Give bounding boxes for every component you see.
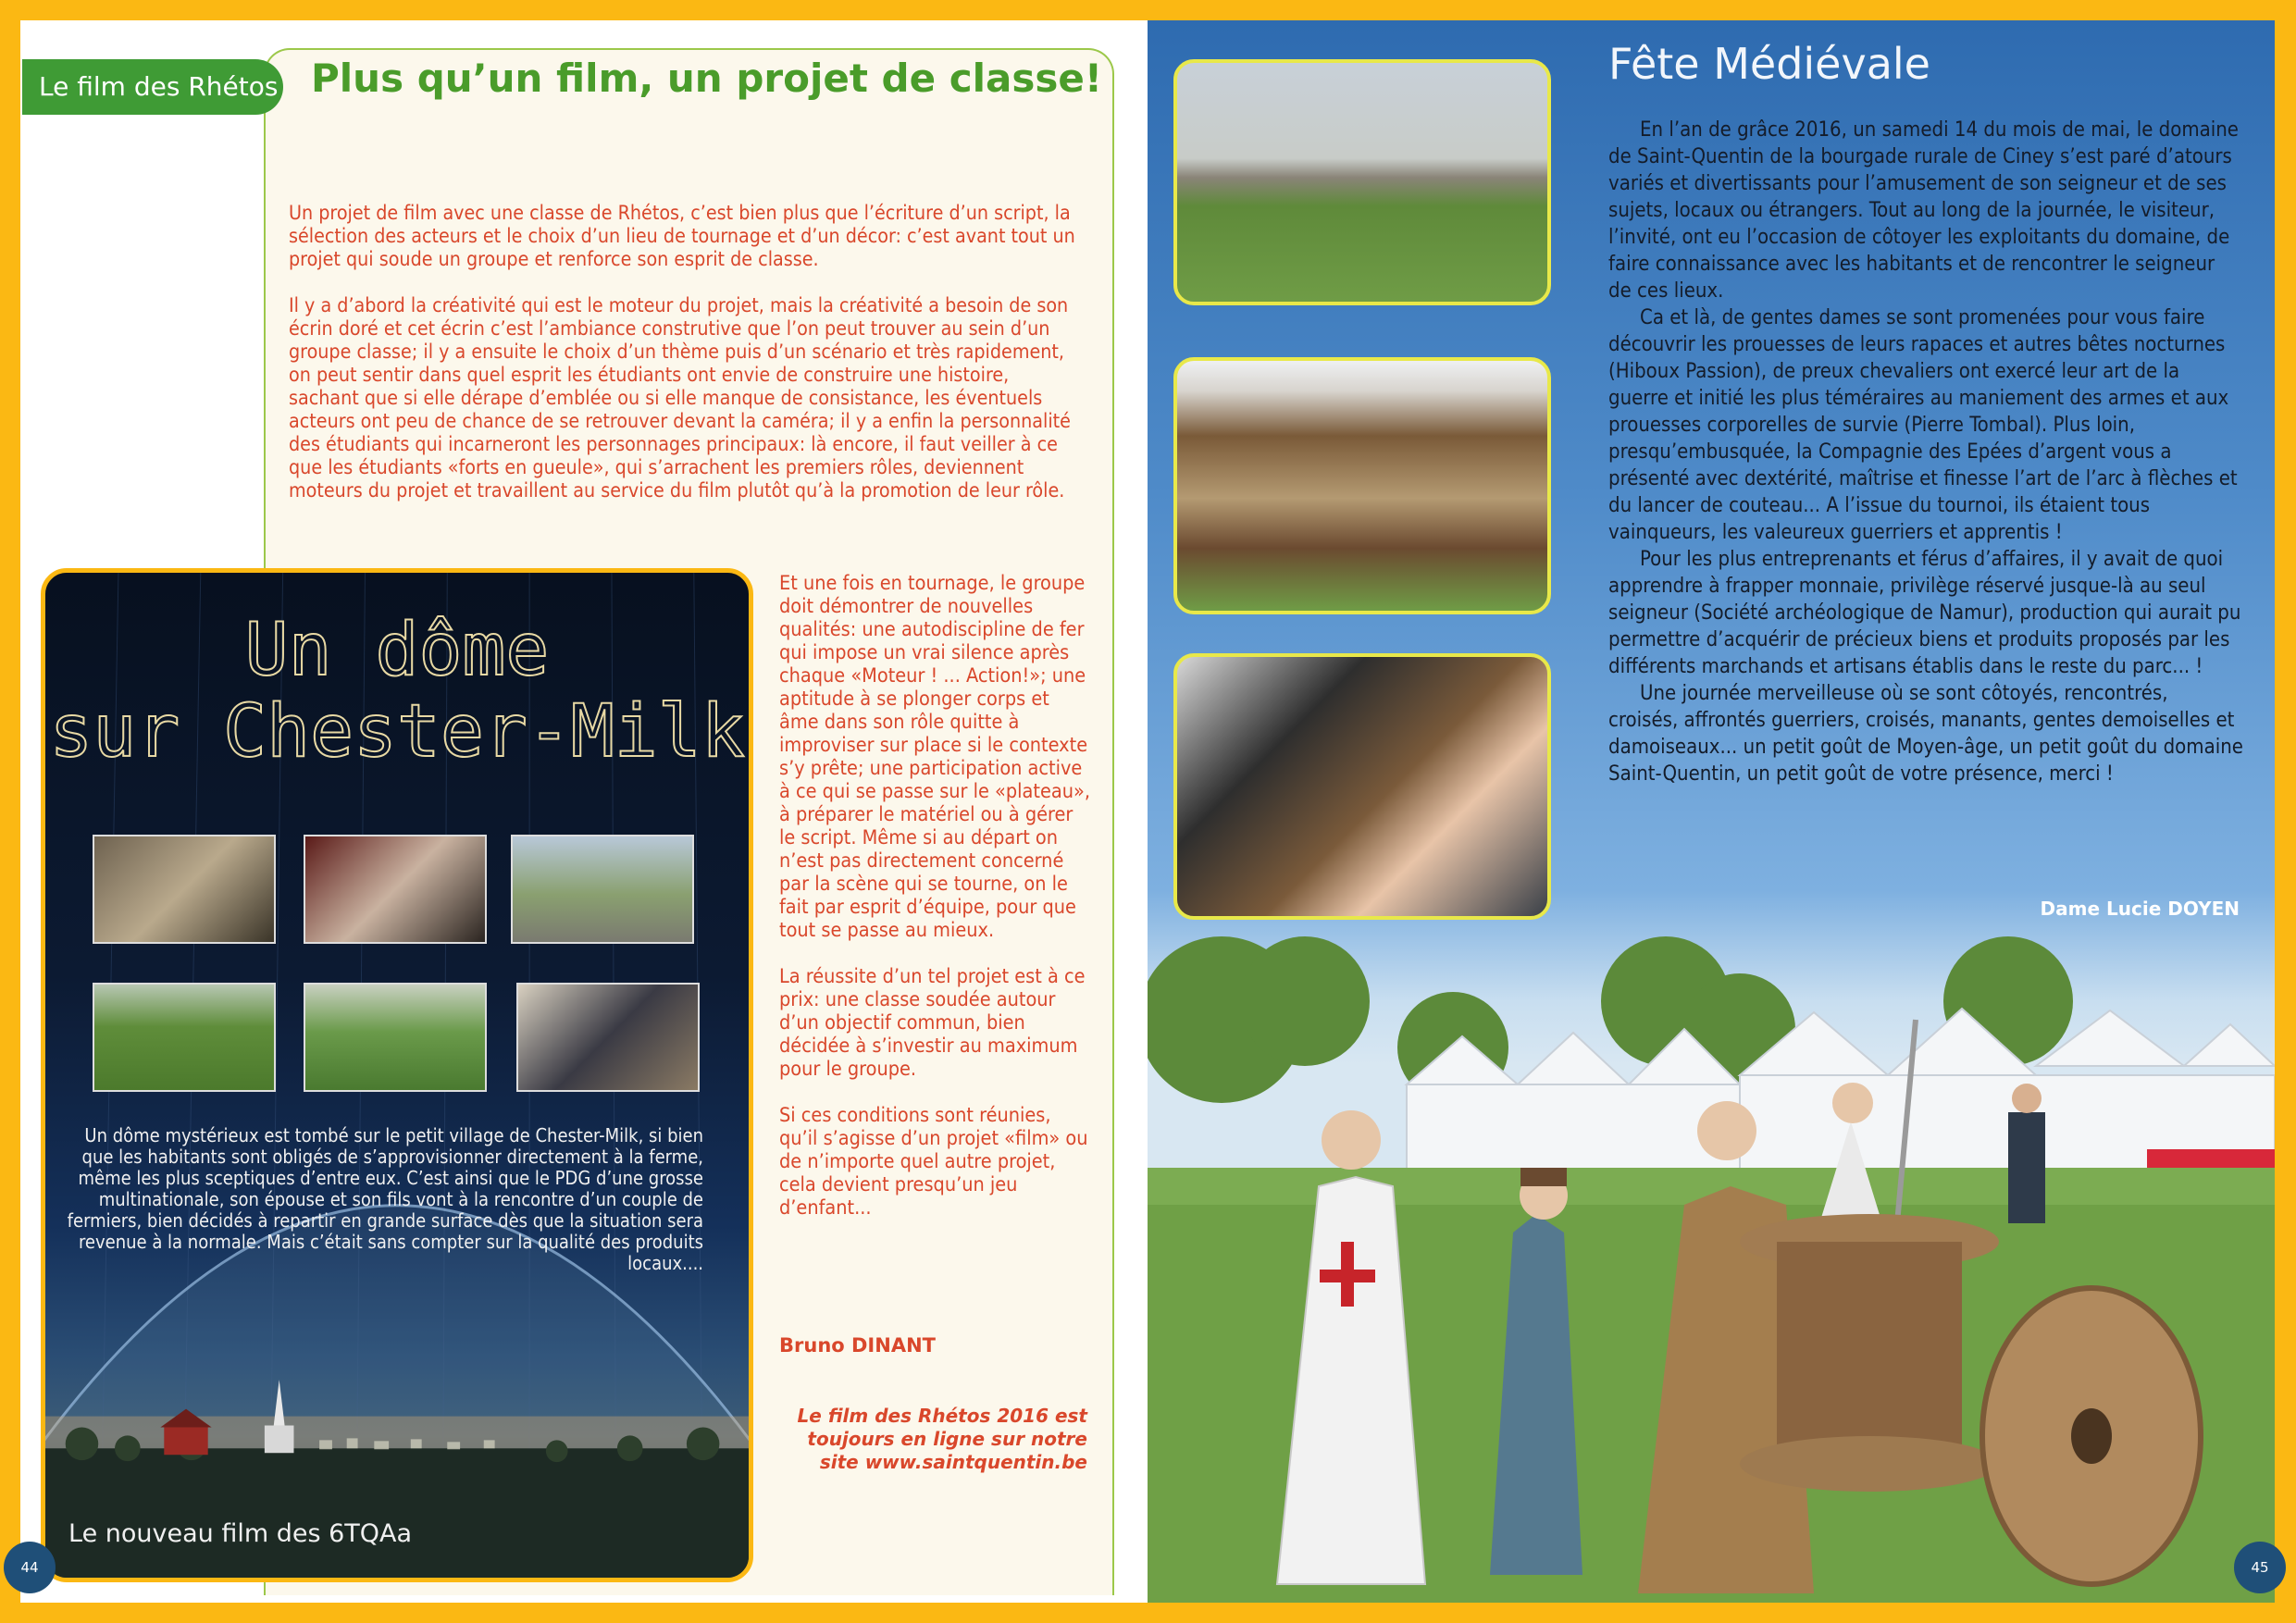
intro-paragraph: Il y a d’abord la créativité qui est le moteur du projet, mais la créativité a besoin de son écrin doré et cet écrin c’est l’ambiance construtive que l’on peut trouver au sein d’un groupe classe; il y a ensuite le choix d’un thème puis d’un scénario et très rapidement, on peut sentir dans quel esprit les étudiants ont envie de construire une histoire, sachant que si elle dérape d’emblée ou si elle manque de consistance, les éventuels acteurs ont peu de chance de se retrouver devant la caméra; il y a enfin la personnalité des étudiants qui incarneront les personnages principaux: là encore, il faut veiller à ce que les étudiants «forts en gueule», qui s’arrachent les premiers rôles, deviennent moteurs du projet et travaillent au service du film plutôt qu’à la promotion de leur rôle. [289,294,1071,502]
poster-title [45,610,749,773]
page-number-badge-right: 45 [2234,1542,2286,1593]
film-still-thumbnail [93,983,276,1092]
intro-text [289,202,1085,526]
article-paragraph: En l’an de grâce 2016, un samedi 14 du mois de mai, le domaine de Saint-Quentin de la bourgade rurale de Ciney s’est paré d’atours variés et divertissants pour l’amusement de son seigneur et de ses sujets, locaux ou étrangers. Tout au long de la journée, le visiteur, l’invité, ont eu l’occasion de côtoyer les exploitants du domaine, de faire connaissance avec les habitants et de rencontrer le seigneur de ces lieux. [1608,118,2239,303]
column-paragraph: Et une fois en tournage, le groupe doit démontrer de nouvelles qualités: une autodiscipline de fer qui impose un vrai silence après chaque «Moteur ! ... Action!»; une aptitude à se plonger corps et âme dans son rôle quitte à improviser sur place si le contexte s’y prête; une participation active à ce qui se passe sur le «plateau», à préparer le matériel ou à gérer le script. Même si au départ on n’est pas directement concerné par la scène qui se tourne, on le fait par esprit d’équipe, pour que tout se passe au mieux. [779,572,1090,942]
right-page-title: Fête Médiévale [1608,39,1930,89]
intro-paragraph: Un projet de film avec une classe de Rhétos, c’est bien plus que l’écriture d’un script, la sélection des acteurs et le choix d’un lieu de tournage et d’un décor: c’est avant tout un projet qui soude un groupe et renforce son esprit de classe. [289,202,1075,271]
section-tab: Le film des Rhétos [22,59,283,115]
author-signature: Bruno DINANT [779,1334,936,1357]
page-title: Plus qu’un film, un projet de classe! [311,56,1102,101]
film-still-thumbnail [516,983,700,1092]
film-still-thumbnail [93,835,276,944]
poster-title-line: sur Chester-Milk [49,690,745,774]
article-paragraph: Pour les plus entreprenants et férus d’affaires, il y avait de quoi apprendre à frapper monnaie, privilège réservé jusque-là au seul seigneur (Société archéologique de Namur), production qui aurait pu permettre d’acquérir de précieux biens et produits proposés par les différents marchands et artisans établis dans le reste du parc... ! [1608,548,2241,678]
author-signature-right: Dame Lucie DOYEN [2040,898,2240,920]
article-column [779,572,1090,1243]
column-paragraph: La réussite d’un tel projet est à ce prix: une classe soudée autour d’un objectif commun, bien décidée à s’investir au maximum pour le groupe. [779,965,1086,1081]
photo-owl-handlers [1173,653,1551,920]
page-number-badge: 44 [4,1542,56,1593]
poster-synopsis: Un dôme mystérieux est tombé sur le petit village de Chester-Milk, si bien que les habitants sont obligés de s’approvisionner directement à la ferme, même les plus sceptiques d’entre eux. C’est ainsi que le PDG d’une grosse multinationale, son épouse et son fils vont à la rencontre d’un couple de fermiers, bien décidés à repartir en grande surface dès que la situation sera revenue à la normale. Mais c’était sans compter sur la qualité des produits locaux.... [67,1124,703,1274]
column-paragraph: Si ces conditions sont réunies, qu’il s’agisse d’un projet «film» ou de n’importe quel autre projet, cela devient presqu’un jeu d’enfant... [779,1104,1088,1220]
film-still-thumbnail [304,983,487,1092]
article-paragraph: Ca et là, de gentes dames se sont promenées pour vous faire découvrir les prouesses de leurs rapaces et autres bêtes nocturnes (Hiboux Passion), de preux chevaliers ont exercé leur art de la guerre et initié les plus téméraires au maniement des armes et aux prouesses corporelles de survie (Pierre Tombal). Plus loin, presqu’embusquée, la Compagnie des Epées d’argent vous a présenté avec dextérité, maîtrise et finesse l’art de l’arc à flèches et du lancer de couteau... A l’issue du tournoi, ils étaient tous vainqueurs, les valeureux guerriers et apprentis ! [1608,306,2238,544]
photo-market-stand [1173,357,1551,614]
article-paragraph: Une journée merveilleuse où se sont côtoyés, rencontrés, croisés, affrontés guerriers, croisés, manants, gentes demoiselles et damoiseaux... un petit goût de Moyen-âge, un petit goût du domaine Saint-Quentin, un petit goût de votre présence, merci ! [1608,682,2243,786]
poster-title-line: Un dôme [244,609,550,692]
photo-sword-fight [1173,59,1551,305]
poster-caption: Le nouveau film des 6TQAa [68,1519,413,1548]
festival-article [1608,117,2243,787]
film-still-thumbnail [304,835,487,944]
film-still-thumbnail [511,835,694,944]
online-note: Le film des Rhétos 2016 est toujours en ligne sur notre site www.saintquentin.be [797,1405,1087,1473]
